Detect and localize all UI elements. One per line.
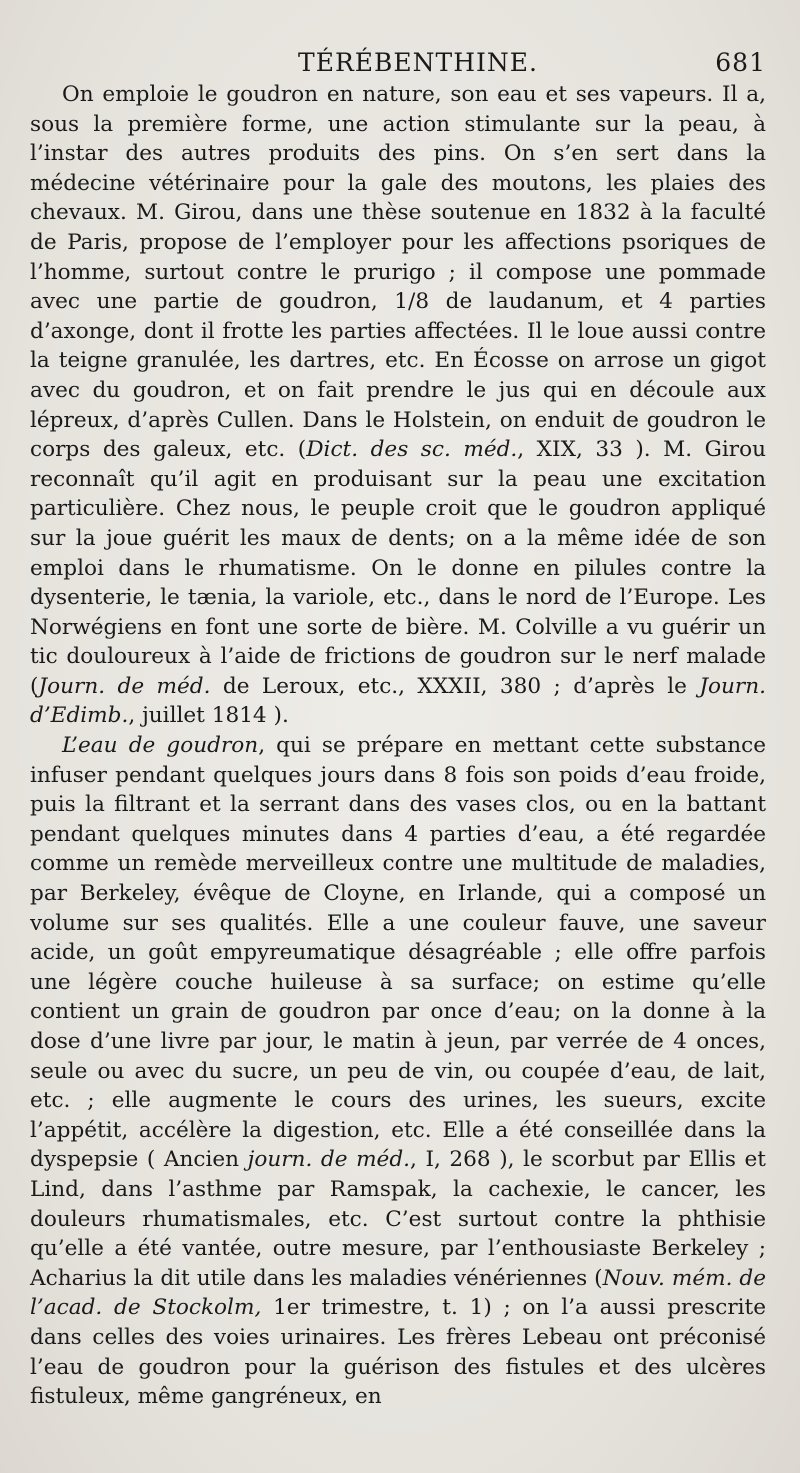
citation-italic: Nouv. mém. de l’acad. de Stockolm,: [30, 1265, 766, 1321]
citation-italic: journ. de méd.: [247, 1147, 411, 1173]
citation-italic: Journ. de méd.: [38, 673, 211, 699]
term-italic: L’eau de goudron: [62, 733, 259, 759]
text-segment: , I, 268 ), le scorbut par Ellis et Lind, dans l’asthme par Ramspak, la cachexie, le cancer, les douleurs rhumatismales, etc. C’est surtout contre la phthisie qu’elle a été vantée, outre mesure, par l’enthousiaste Berkeley ; Acharius la dit utile dans les maladies vénériennes (: [30, 1147, 766, 1291]
running-head: [30, 40, 766, 80]
text-segment: 1er trimestre, t. 1) ; on l’a aussi prescrite dans celles des voies urinaires. Les frères Lebeau ont préconisé l’eau de goudron pour la guérison des fistules et des ulcères fistuleux, même gangréneux, en: [30, 1295, 766, 1410]
text-segment: On emploie le goudron en nature, son eau et ses vapeurs. Il a, sous la première forme, une action stimulante sur la peau, à l’instar des autres produits des pins. On s’en sert dans la médecine vétérinaire pour la gale des moutons, les plaies des chevaux. M. Girou, dans une thèse soutenue en 1832 à la faculté de Paris, propose de l’employer pour les affections psoriques de l’homme, surtout contre le prurigo ; il compose une pommade avec une partie de goudron, 1/8 de laudanum, et 4 parties d’axonge, dont il frotte les parties affectées. Il le loue aussi contre la teigne granulée, les dartres, etc. En Écosse on arrose un gigot avec du goudron, et on fait prendre le jus qui en découle aux lépreux, d’après Cullen. Dans le Holstein, on enduit de goudron le corps des galeux, etc. (: [30, 82, 766, 463]
body-text: [30, 80, 766, 1412]
running-title: TÉRÉBENTHINE.: [298, 48, 538, 77]
page-number: 681: [715, 48, 766, 77]
text-segment: , XIX, 33 ). M. Girou reconnaît qu’il agit en produisant sur la peau une excitation particulière. Chez nous, le peuple croit que le goudron appliqué sur la joue guérit les maux de dents; on a la même idée de son emploi dans le rhumatisme. On le donne en pilules contre la dysenterie, le tænia, la variole, etc., dans le nord de l’Europe. Les Norwégiens en font une sorte de bière. M. Colville a vu guérir un tic douloureux à l’aide de frictions de goudron sur le nerf malade (: [30, 437, 766, 699]
paragraph: [30, 731, 766, 1412]
citation-italic: Journ. d’Edimb.: [30, 673, 766, 729]
paragraph: [30, 80, 766, 731]
text-segment: , qui se prépare en mettant cette substance infuser pendant quelques jours dans 8 fois son poids d’eau froide, puis la filtrant et la serrant dans des vases clos, ou en la battant pendant quelques minutes dans 4 parties d’eau, a été regardée comme un remède merveilleux contre une multitude de maladies, par Berkeley, évêque de Cloyne, en Irlande, qui a composé un volume sur ses qualités. Elle a une couleur fauve, une saveur acide, un goût empyreumatique désagréable ; elle offre parfois une légère couche huileuse à sa surface; on estime qu’elle contient un grain de goudron par once d’eau; on la donne à la dose d’une livre par jour, le matin à jeun, par verrée de 4 onces, seule ou avec du sucre, un peu de vin, ou coupée d’eau, de lait, etc. ; elle augmente le cours des urines, les sueurs, excite l’appétit, accélère la digestion, etc. Elle a été conseillée dans la dyspepsie ( Ancien: [30, 733, 766, 1173]
text-segment: , juillet 1814 ).: [128, 703, 289, 729]
text-segment: de Leroux, etc., XXXII, 380 ; d’après le: [210, 673, 700, 699]
citation-italic: Dict. des sc. méd.: [306, 437, 518, 463]
